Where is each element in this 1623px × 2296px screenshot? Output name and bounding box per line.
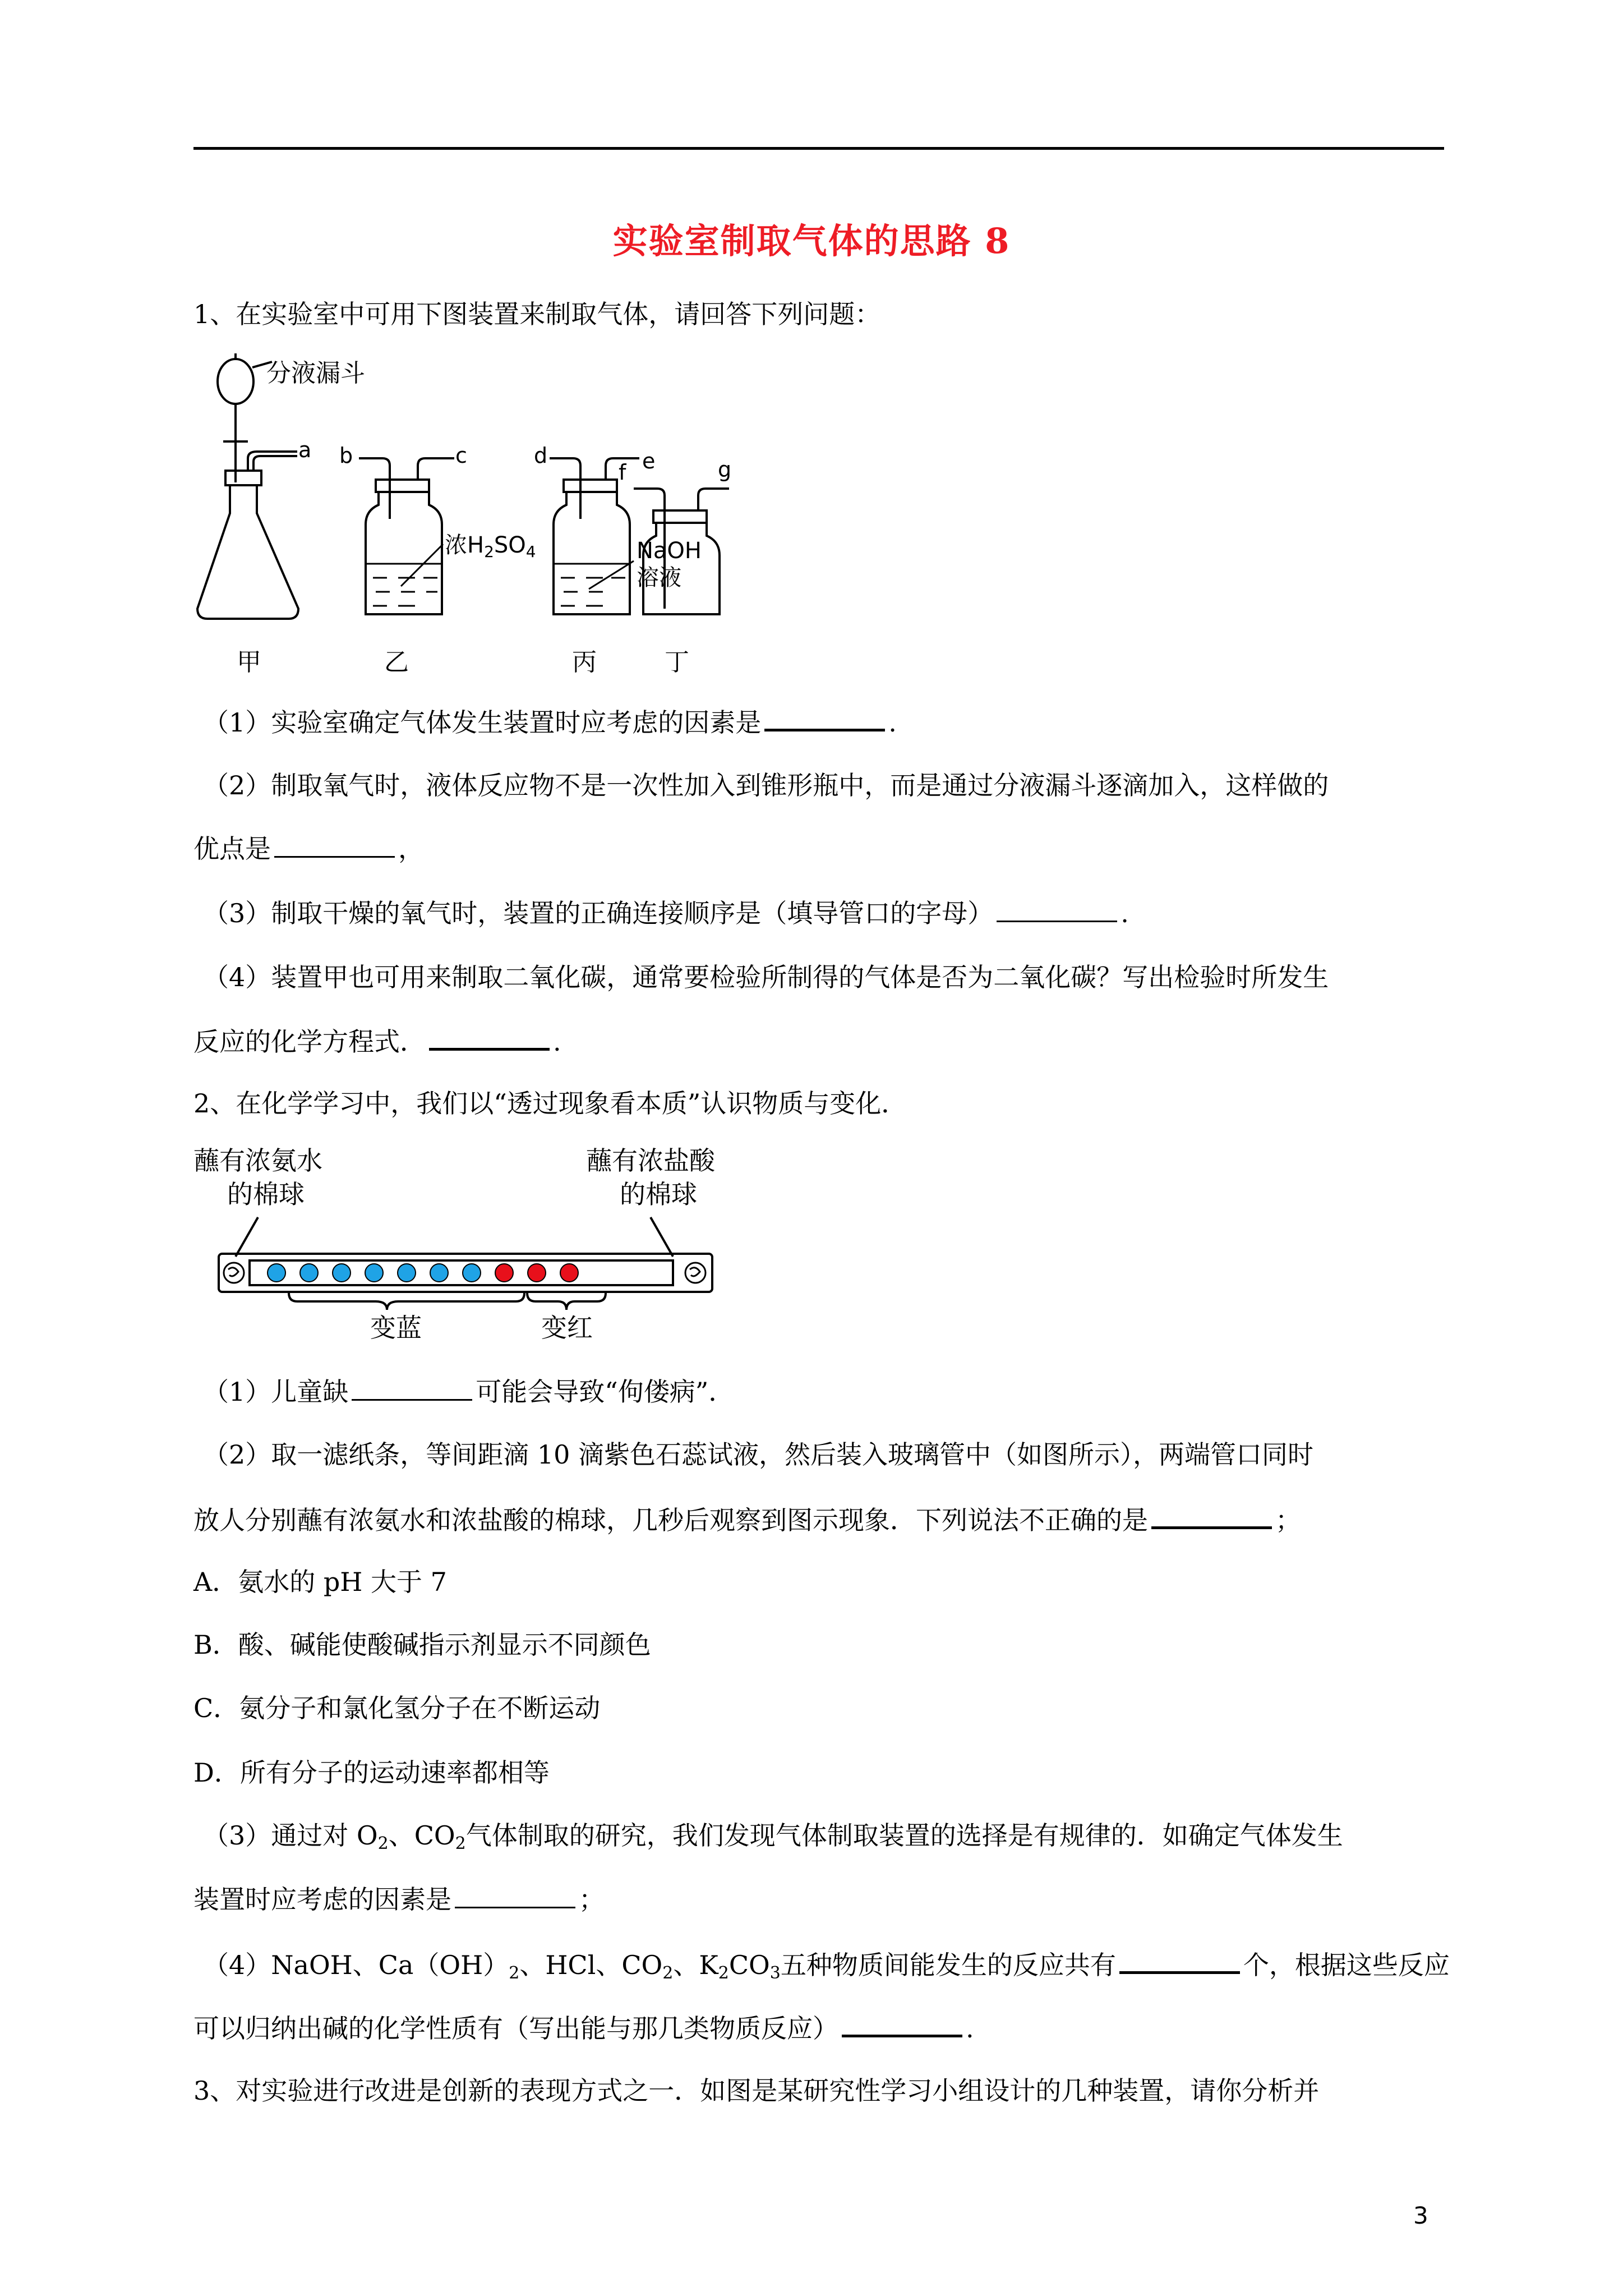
litmus-drops bbox=[268, 1264, 578, 1282]
q2-stem: 2、在化学学习中，我们以“透过现象看本质”认识物质与变化． bbox=[193, 1088, 907, 1119]
blue-drop bbox=[300, 1264, 318, 1282]
hcl-cotton-label-1: 蘸有浓盐酸 bbox=[586, 1145, 715, 1176]
blue-drop bbox=[333, 1264, 351, 1282]
caption-ding: 丁 bbox=[665, 648, 689, 677]
port-d-label: d bbox=[534, 443, 548, 468]
right-cotton-ball-icon bbox=[685, 1263, 706, 1283]
red-drop bbox=[528, 1264, 546, 1282]
header-rule bbox=[193, 147, 1444, 150]
blue-drop bbox=[463, 1264, 481, 1282]
caption-jia: 甲 bbox=[237, 648, 261, 677]
q2-option-d: D．所有分子的运动速率都相等 bbox=[193, 1757, 550, 1788]
q1-p4-blank[interactable] bbox=[429, 1023, 550, 1051]
q1-stem: 1、在实验室中可用下图装置来制取气体，请回答下列问题： bbox=[193, 299, 881, 329]
blue-drop bbox=[398, 1264, 416, 1282]
q2-p1-blank[interactable] bbox=[352, 1374, 472, 1401]
turns-red-label: 变红 bbox=[541, 1313, 593, 1343]
turns-blue-label: 变蓝 bbox=[370, 1313, 422, 1343]
port-a-label: a bbox=[298, 438, 312, 462]
ammonia-cotton-label-2: 的棉球 bbox=[227, 1179, 305, 1209]
page-number: 3 bbox=[1413, 2202, 1428, 2229]
q2-p2-blank[interactable] bbox=[1151, 1502, 1272, 1529]
q1-part3: （3）制取干燥的氧气时，装置的正确连接顺序是（填导管口的字母） . bbox=[203, 896, 1459, 930]
q2-p3-blank[interactable] bbox=[455, 1882, 575, 1908]
q2-option-c: C．氨分子和氯化氢分子在不断运动 bbox=[193, 1693, 601, 1723]
q2-p4-blank2[interactable] bbox=[842, 2010, 962, 2037]
page-title: 实验室制取气体的思路 8 bbox=[612, 220, 1011, 261]
port-e-label: e bbox=[642, 449, 656, 473]
q2-part4-line2: 可以归纳出碱的化学性质有（写出能与那几类物质反应） . bbox=[193, 2010, 1450, 2045]
q2-option-b: B．酸、碱能使酸碱指示剂显示不同颜色 bbox=[193, 1630, 651, 1660]
red-drop bbox=[495, 1264, 513, 1282]
naoh-solution-label: 溶液 bbox=[637, 565, 681, 591]
q1-apparatus-figure bbox=[191, 351, 732, 679]
port-c-label: c bbox=[455, 443, 467, 468]
q1-p1-blank[interactable] bbox=[764, 704, 885, 731]
red-drop bbox=[560, 1264, 578, 1282]
q1-part2-line2: 优点是 ， bbox=[193, 831, 1450, 866]
q2-part3-line1: （3）通过对 $O_2$、$CO_2$气体制取的研究，我们发现气体制取装置的选择是有规律的．如确定气体发生 bbox=[203, 1820, 1343, 1853]
q2-part3-line2: 装置时应考虑的因素是 ； bbox=[193, 1882, 1450, 1916]
q2-option-a: A．氨水的 pH 大于 7 bbox=[193, 1567, 447, 1597]
q2-tube-figure bbox=[193, 1142, 754, 1346]
port-g-label: g bbox=[718, 457, 732, 482]
caption-yi: 乙 bbox=[384, 648, 409, 677]
q1-p3-blank[interactable] bbox=[997, 896, 1117, 922]
hcl-cotton-label-2: 的棉球 bbox=[620, 1179, 697, 1209]
q1-part4-line2: 反应的化学方程式． . bbox=[193, 1023, 1450, 1059]
q1-part4-line1: （4）装置甲也可用来制取二氧化碳，通常要检验所制得的气体是否为二氧化碳？写出检验时所发生 bbox=[203, 962, 1329, 992]
q2-part1: （1）儿童缺 可能会导致“佝偻病”． bbox=[203, 1374, 1459, 1409]
q2-part2-line1: （2）取一滤纸条，等间距滴 10 滴紫色石蕊试液，然后装入玻璃管中（如图所示），两端管口同时 bbox=[203, 1439, 1314, 1470]
q2-part4-line1: （4）NaOH、$Ca(OH)_2$、HCl、$CO_2$、$K_2CO_3$五种物质间能发生的反应共有 个，根据这些反应 bbox=[203, 1947, 1459, 1990]
left-cotton-ball-icon bbox=[224, 1263, 244, 1283]
q1-p2-blank[interactable] bbox=[274, 831, 395, 858]
ammonia-cotton-label-1: 蘸有浓氨水 bbox=[193, 1145, 322, 1176]
q2-part2-line2: 放人分别蘸有浓氨水和浓盐酸的棉球，几秒后观察到图示现象．下列说法不正确的是 ； bbox=[193, 1502, 1450, 1537]
blue-drop bbox=[365, 1264, 383, 1282]
caption-bing: 丙 bbox=[572, 648, 597, 677]
q1-part1: （1）实验室确定气体发生装置时应考虑的因素是 . bbox=[203, 704, 1459, 739]
funnel-label: 分液漏斗 bbox=[266, 359, 365, 388]
h2so4-label: 浓$H_2SO_4$ bbox=[445, 532, 536, 561]
q2-p4-blank1[interactable] bbox=[1119, 1947, 1240, 1974]
blue-drop bbox=[268, 1264, 285, 1282]
naoh-label: NaOH bbox=[637, 538, 702, 564]
port-f-label: f bbox=[619, 460, 626, 485]
port-b-label: b bbox=[339, 443, 353, 468]
q3-stem: 3、对实验进行改进是创新的表现方式之一．如图是某研究性学习小组设计的几种装置，请你分析并 bbox=[193, 2076, 1320, 2106]
blue-drop bbox=[430, 1264, 448, 1282]
q1-part2-line1: （2）制取氧气时，液体反应物不是一次性加入到锥形瓶中，而是通过分液漏斗逐滴加入，这样做的 bbox=[203, 770, 1329, 800]
